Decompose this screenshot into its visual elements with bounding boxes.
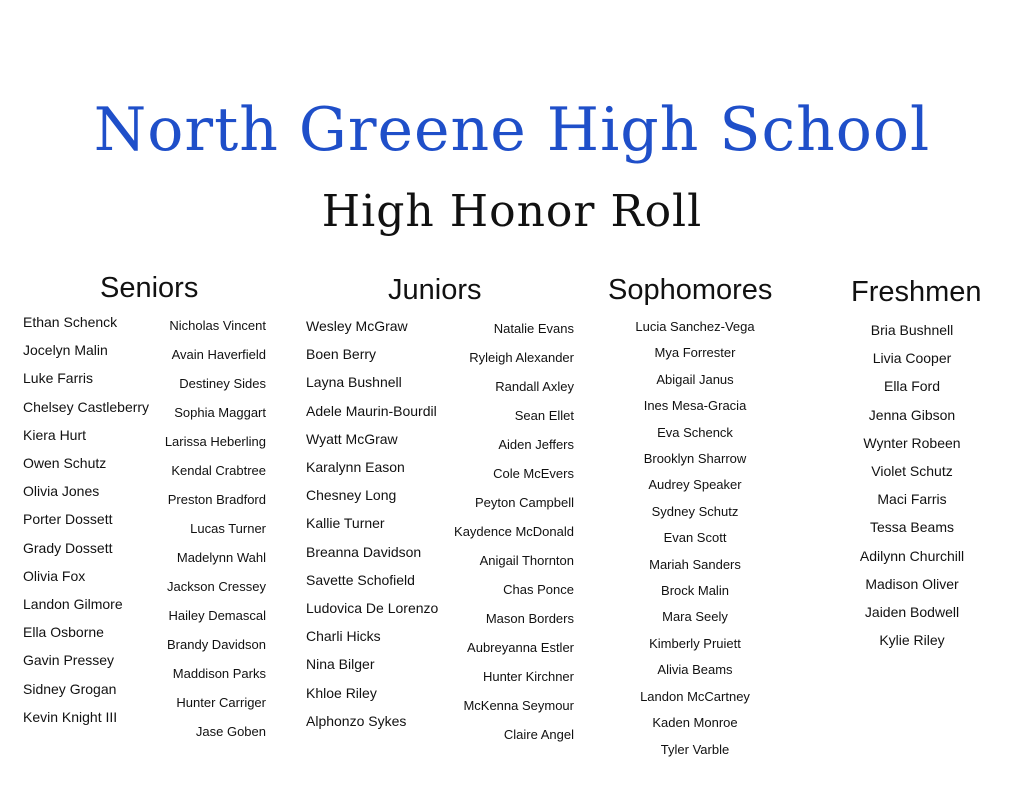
student-name: Tessa Beams <box>869 519 955 536</box>
student-name: Peyton Campbell <box>475 495 574 510</box>
student-name: Savette Schofield <box>306 571 415 588</box>
student-name: Boen Berry <box>306 346 377 363</box>
student-name: Avain Haverfield <box>171 347 266 362</box>
student-name: Mya Forrester <box>654 345 736 361</box>
student-name: Hunter Kirchner <box>482 669 574 684</box>
sophomores-heading: Sophomores <box>608 274 773 306</box>
student-name: Gavin Pressey <box>23 652 115 669</box>
student-name: Maddison Parks <box>172 666 266 681</box>
student-name: Sean Ellet <box>514 408 574 423</box>
student-name: Alivia Beams <box>657 662 733 678</box>
student-name: Sidney Grogan <box>23 680 117 697</box>
juniors-list-column-1 <box>306 312 438 735</box>
student-name: Preston Bradford <box>167 492 266 507</box>
student-name: Mason Borders <box>485 611 574 626</box>
student-name: Alphonzo Sykes <box>306 712 407 729</box>
student-name: Wesley McGraw <box>306 318 408 334</box>
student-name: Kaden Monroe <box>652 715 738 731</box>
student-name: Ines Mesa-Gracia <box>643 398 747 414</box>
student-name: Ella Osborne <box>23 624 104 641</box>
student-name: Sophia Maggart <box>174 405 266 420</box>
student-name: Mariah Sanders <box>649 556 741 572</box>
student-name: Luke Farris <box>23 370 94 387</box>
freshmen-heading: Freshmen <box>851 276 982 308</box>
student-name: Adele Maurin-Bourdil <box>306 402 437 419</box>
student-name: Hailey Demascal <box>168 608 266 623</box>
student-name: Abigail Janus <box>656 371 734 387</box>
student-name: Jenna Gibson <box>868 406 956 423</box>
student-name: Randall Axley <box>495 379 574 394</box>
seniors-list-column-1 <box>23 308 149 731</box>
student-name: Owen Schutz <box>23 455 107 472</box>
student-name: Kevin Knight III <box>23 708 118 725</box>
student-name: Eva Schenck <box>657 424 733 440</box>
student-name: Brandy Davidson <box>167 637 266 652</box>
student-name: Bria Bushnell <box>870 322 954 338</box>
student-name: Landon McCartney <box>640 688 750 704</box>
student-name: Evan Scott <box>663 530 727 546</box>
student-name: Kimberly Pruiett <box>649 635 741 651</box>
student-name: Karalynn Eason <box>306 459 405 476</box>
student-name: McKenna Seymour <box>463 698 574 713</box>
student-name: Audrey Speaker <box>648 477 742 493</box>
student-name: Breanna Davidson <box>306 543 422 560</box>
student-name: Chesney Long <box>306 487 397 504</box>
student-name: Kaydence McDonald <box>454 524 574 539</box>
student-name: Khloe Riley <box>306 684 377 701</box>
student-name: Jaiden Bodwell <box>864 604 960 621</box>
student-name: Cole McEvers <box>493 466 574 481</box>
student-name: Kallie Turner <box>306 515 385 532</box>
student-name: Kylie Riley <box>879 632 945 649</box>
student-name: Jackson Cressey <box>167 579 266 594</box>
student-name: Wynter Robeen <box>863 434 961 451</box>
student-name: Maci Farris <box>877 491 947 508</box>
seniors-list-column-2 <box>165 311 266 746</box>
student-name: Hunter Carriger <box>176 695 266 710</box>
student-name: Ryleigh Alexander <box>469 350 574 365</box>
student-name: Olivia Fox <box>23 567 86 584</box>
student-name: Lucia Sanchez-Vega <box>635 319 755 334</box>
student-name: Nina Bilger <box>306 656 375 673</box>
student-name: Destiney Sides <box>179 376 266 391</box>
student-name: Chelsey Castleberry <box>23 398 150 415</box>
student-name: Ella Ford <box>883 378 941 395</box>
student-name: Jocelyn Malin <box>23 342 108 359</box>
student-name: Landon Gilmore <box>23 596 123 613</box>
student-name: Natalie Evans <box>493 321 574 336</box>
student-name: Kendal Crabtree <box>171 463 266 478</box>
student-name: Brock Malin <box>661 583 729 599</box>
student-name: Porter Dossett <box>23 511 113 528</box>
student-name: Madelynn Wahl <box>176 550 266 565</box>
student-name: Brooklyn Sharrow <box>643 451 747 467</box>
student-name: Chas Ponce <box>503 582 574 597</box>
student-name: Ethan Schenck <box>23 314 118 330</box>
honor-roll-title: High Honor Roll <box>321 186 703 237</box>
student-name: Claire Angel <box>503 727 574 742</box>
student-name: Madison Oliver <box>865 575 959 592</box>
student-name: Wyatt McGraw <box>306 430 398 447</box>
student-name: Grady Dossett <box>23 539 113 556</box>
student-name: Charli Hicks <box>306 628 381 645</box>
student-name: Larissa Heberling <box>164 434 266 449</box>
student-name: Kiera Hurt <box>23 426 87 443</box>
student-name: Adilynn Churchill <box>859 547 965 564</box>
seniors-heading: Seniors <box>100 272 199 304</box>
freshmen-list <box>812 316 1012 654</box>
sophomores-list <box>595 314 795 763</box>
student-name: Anigail Thornton <box>479 553 574 568</box>
student-name: Olivia Jones <box>23 483 100 500</box>
student-name: Mara Seely <box>662 609 728 625</box>
student-name: Livia Cooper <box>872 350 952 367</box>
juniors-heading: Juniors <box>388 274 482 306</box>
juniors-list-column-2 <box>454 314 574 749</box>
student-name: Tyler Varble <box>660 741 730 757</box>
student-name: Violet Schutz <box>871 463 953 480</box>
student-name: Nicholas Vincent <box>169 318 266 333</box>
student-name: Lucas Turner <box>190 521 266 536</box>
student-name: Aubreyanna Estler <box>467 640 574 655</box>
student-name: Layna Bushnell <box>306 374 402 391</box>
student-name: Sydney Schutz <box>651 503 739 519</box>
student-name: Jase Goben <box>195 724 266 739</box>
school-title: North Greene High School <box>93 95 931 165</box>
student-name: Ludovica De Lorenzo <box>306 600 439 617</box>
student-name: Aiden Jeffers <box>498 437 574 452</box>
